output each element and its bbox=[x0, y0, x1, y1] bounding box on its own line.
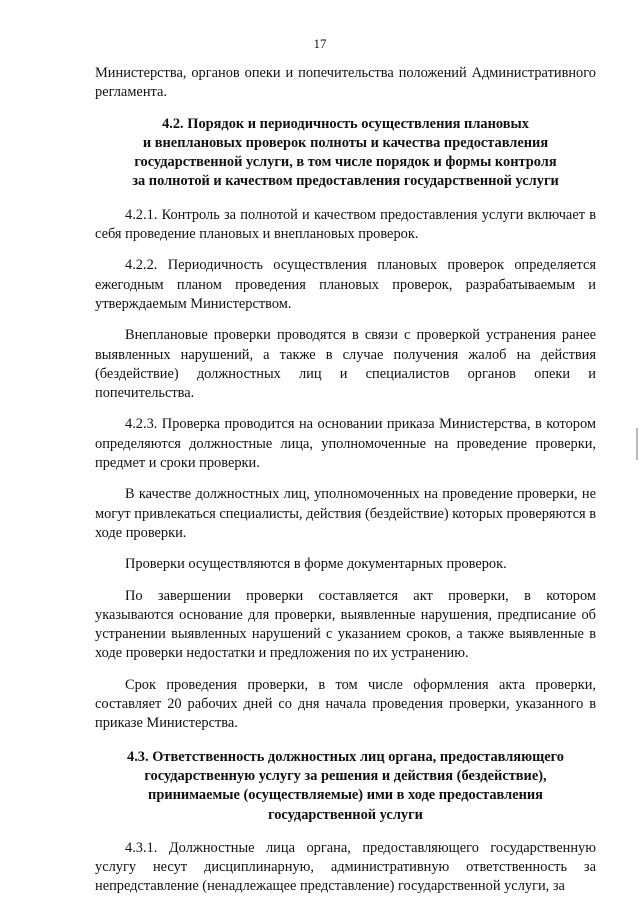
section-4-2-heading bbox=[95, 115, 596, 192]
paragraph-4-2-2: 4.2.2. Периодичность осуществления плановых проверок определяется ежегодным планом проведения плановых проверок, разрабатываемым и утверждаемым Министерством. bbox=[95, 257, 596, 312]
heading-line: государственной услуги, в том числе порядок и формы контроля bbox=[134, 154, 557, 171]
scan-edge-mark bbox=[636, 428, 638, 460]
heading-line: государственную услугу за решения и действия (бездействие), bbox=[144, 767, 547, 784]
paragraph-4-2-1: 4.2.1. Контроль за полнотой и качеством предоставления услуги включает в себя проведение плановых и внеплановых проверок. bbox=[95, 206, 596, 243]
heading-line: за полнотой и качеством предоставления государственной услуги bbox=[132, 173, 559, 190]
page-content bbox=[95, 64, 596, 897]
heading-line: 4.2. Порядок и периодичность осуществления плановых bbox=[162, 115, 529, 132]
paragraph-4-3-1: 4.3.1. Должностные лица органа, предоставляющего государственную услугу несут дисциплинарную, административную ответственность за непредставление (ненадлежащее представление) государственной услуги, за bbox=[95, 839, 596, 895]
paragraph-documentary-checks: Проверки осуществляются в форме документарных проверок. bbox=[125, 556, 507, 573]
paragraph-4-2-3: 4.2.3. Проверка проводится на основании приказа Министерства, в котором определяются должностные лица, уполномоченные на проведение проверки, предмет и сроки проверки. bbox=[95, 416, 596, 472]
page-number: 17 bbox=[313, 36, 327, 51]
paragraph-check-duration: Срок проведения проверки, в том числе оформления акта проверки, составляет 20 рабочих дней со дня начала проведения проверки, указанного в приказе Министерства. bbox=[95, 676, 596, 732]
heading-line: и внеплановых проверок полноты и качества предоставления bbox=[142, 134, 549, 151]
heading-line: 4.3. Ответственность должностных лиц органа, предоставляющего bbox=[127, 748, 564, 765]
heading-line: государственной услуги bbox=[268, 806, 423, 823]
paragraph-check-report: По завершении проверки составляется акт проверки, в котором указываются основание для проверки, выявленные нарушения, предписание об устранении выявленных нарушений с указанием сроков, а также выявленные в ходе проверки недостатки и предложения по их устранению. bbox=[95, 587, 596, 662]
section-4-3-heading bbox=[95, 748, 596, 825]
heading-line: принимаемые (осуществляемые) ими в ходе предоставления bbox=[148, 787, 543, 804]
paragraph-unscheduled-checks: Внеплановые проверки проводятся в связи с проверкой устранения ранее выявленных нарушений, а также в случае получения жалоб на действия (бездействие) должностных лиц и специалистов органов опеки и попечительства. bbox=[95, 327, 596, 402]
intro-paragraph: Министерства, органов опеки и попечительства положений Административного регламента. bbox=[95, 65, 596, 101]
paragraph-officials: В качестве должностных лиц, уполномоченных на проведение проверки, не могут привлекаться специалисты, действия (бездействие) которых проверяются в ходе проверки. bbox=[95, 486, 596, 541]
